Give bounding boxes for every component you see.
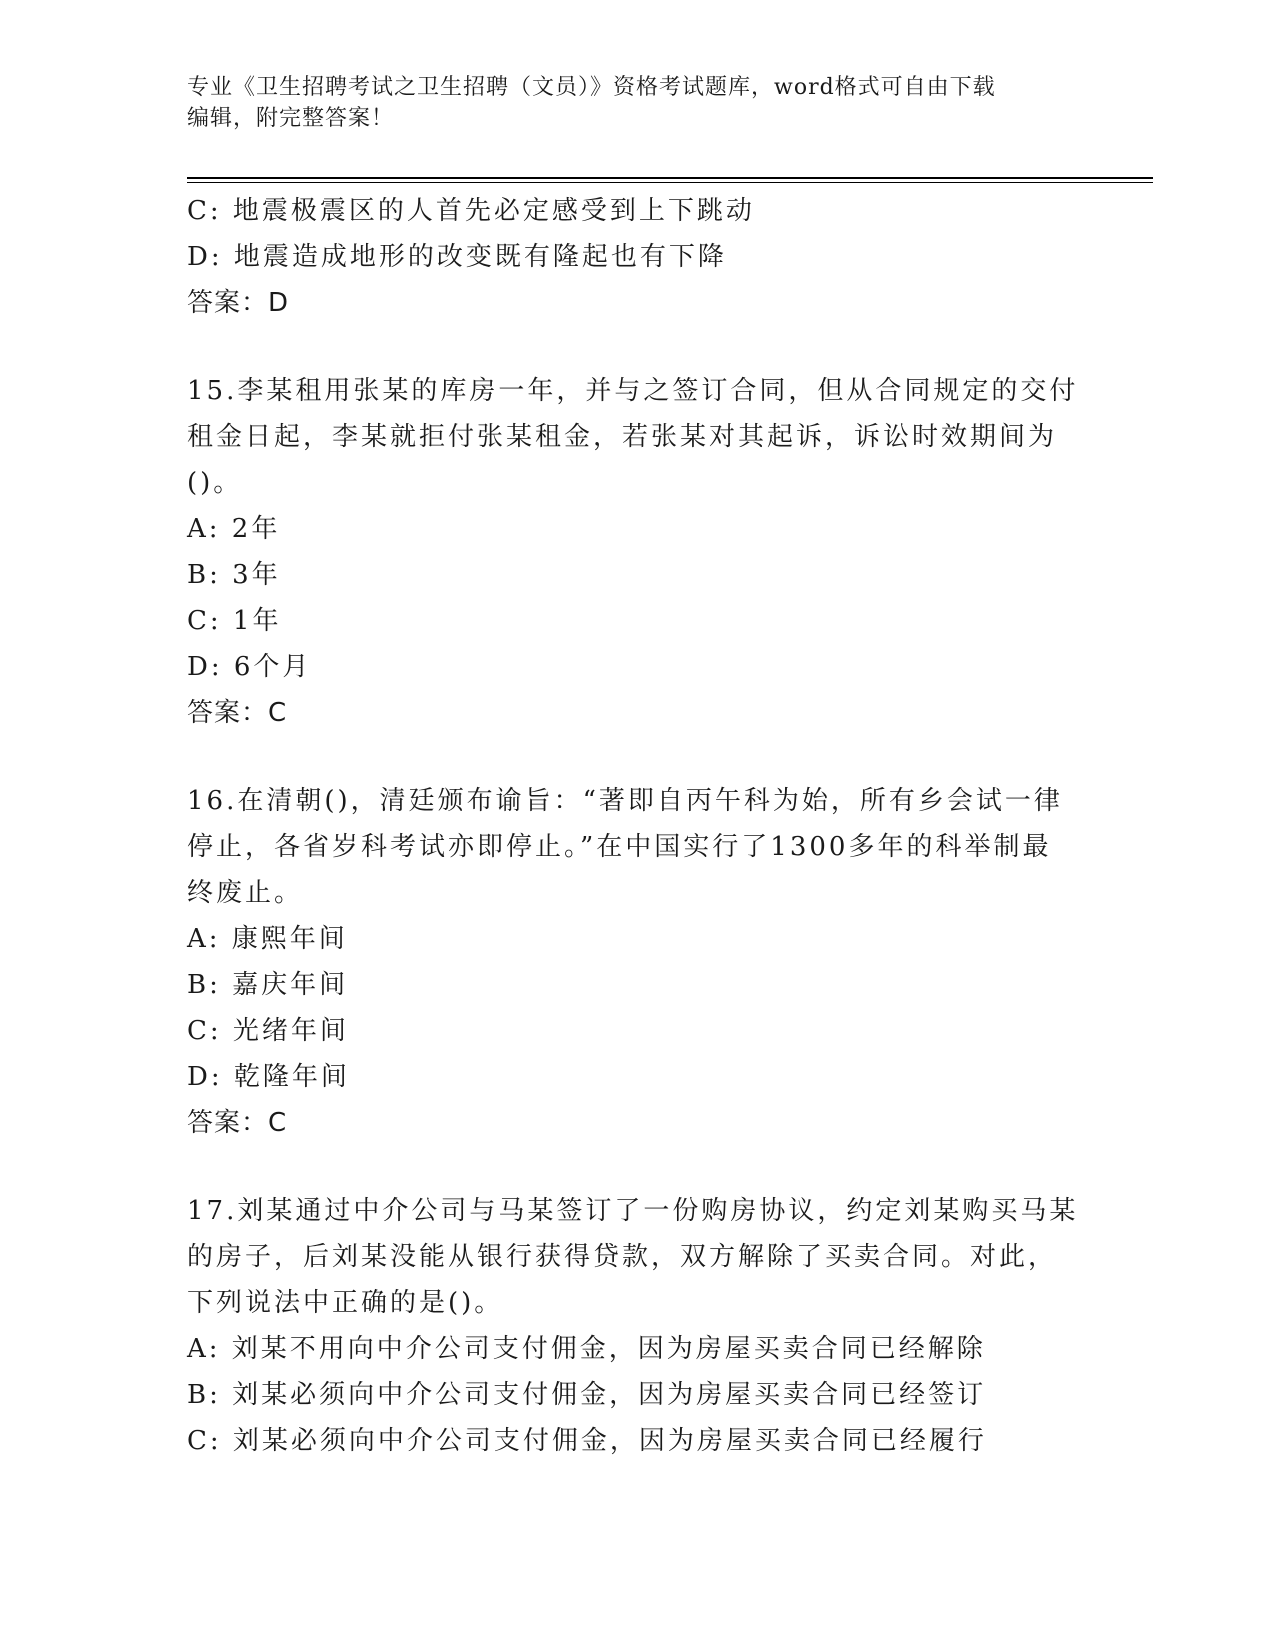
spacer xyxy=(187,326,1087,368)
option-a: A: 康熙年间 xyxy=(187,924,348,954)
question-text-line: 租金日起，李某就拒付张某租金，若张某对其起诉，诉讼时效期间为 xyxy=(187,422,1058,452)
header-rule-thick xyxy=(187,177,1153,179)
question-15 xyxy=(187,368,1087,736)
option-a: A: 2年 xyxy=(187,514,281,544)
option-c: C: 光绪年间 xyxy=(187,1016,349,1046)
option-a: A: 刘某不用向中介公司支付佣金，因为房屋买卖合同已经解除 xyxy=(187,1334,986,1364)
answer-line: 答案：C xyxy=(187,1108,288,1138)
question-text-line: 的房子，后刘某没能从银行获得贷款，双方解除了买卖合同。对此， xyxy=(187,1242,1058,1272)
question-17 xyxy=(187,1188,1087,1464)
document-header xyxy=(187,72,1067,134)
question-text-line: ()。 xyxy=(187,468,243,498)
spacer xyxy=(187,1146,1087,1188)
question-text-line: 15.李某租用张某的库房一年，并与之签订合同，但从合同规定的交付 xyxy=(187,376,1079,406)
document-body xyxy=(187,188,1087,1464)
option-d: D: 6个月 xyxy=(187,652,312,682)
answer-line: 答案：D xyxy=(187,288,290,318)
question-text-line: 16.在清朝()，清廷颁布谕旨：“著即自丙午科为始，所有乡会试一律 xyxy=(187,786,1063,816)
header-line-2: 编辑，附完整答案！ xyxy=(187,106,395,131)
header-rule-thin xyxy=(187,182,1153,183)
option-c: C: 刘某必须向中介公司支付佣金，因为房屋买卖合同已经履行 xyxy=(187,1426,987,1456)
header-line-1: 专业《卫生招聘考试之卫生招聘（文员）》资格考试题库，word格式可自由下载 xyxy=(187,75,996,100)
spacer xyxy=(187,736,1087,778)
option-d: D: 地震造成地形的改变既有隆起也有下降 xyxy=(187,242,727,272)
question-text-line: 终废止。 xyxy=(187,878,304,908)
option-c: C: 1年 xyxy=(187,606,282,636)
question-16 xyxy=(187,778,1087,1146)
option-b: B: 刘某必须向中介公司支付佣金，因为房屋买卖合同已经签订 xyxy=(187,1380,987,1410)
option-d: D: 乾隆年间 xyxy=(187,1062,350,1092)
question-text-line: 停止，各省岁科考试亦即停止。”在中国实行了1300多年的科举制最 xyxy=(187,832,1052,862)
question-text-line: 下列说法中正确的是()。 xyxy=(187,1288,504,1318)
question-14-tail xyxy=(187,188,1087,326)
answer-line: 答案：C xyxy=(187,698,288,728)
option-c: C: 地震极震区的人首先必定感受到上下跳动 xyxy=(187,196,755,226)
option-b: B: 嘉庆年间 xyxy=(187,970,349,1000)
question-text-line: 17.刘某通过中介公司与马某签订了一份购房协议，约定刘某购买马某 xyxy=(187,1196,1079,1226)
option-b: B: 3年 xyxy=(187,560,281,590)
